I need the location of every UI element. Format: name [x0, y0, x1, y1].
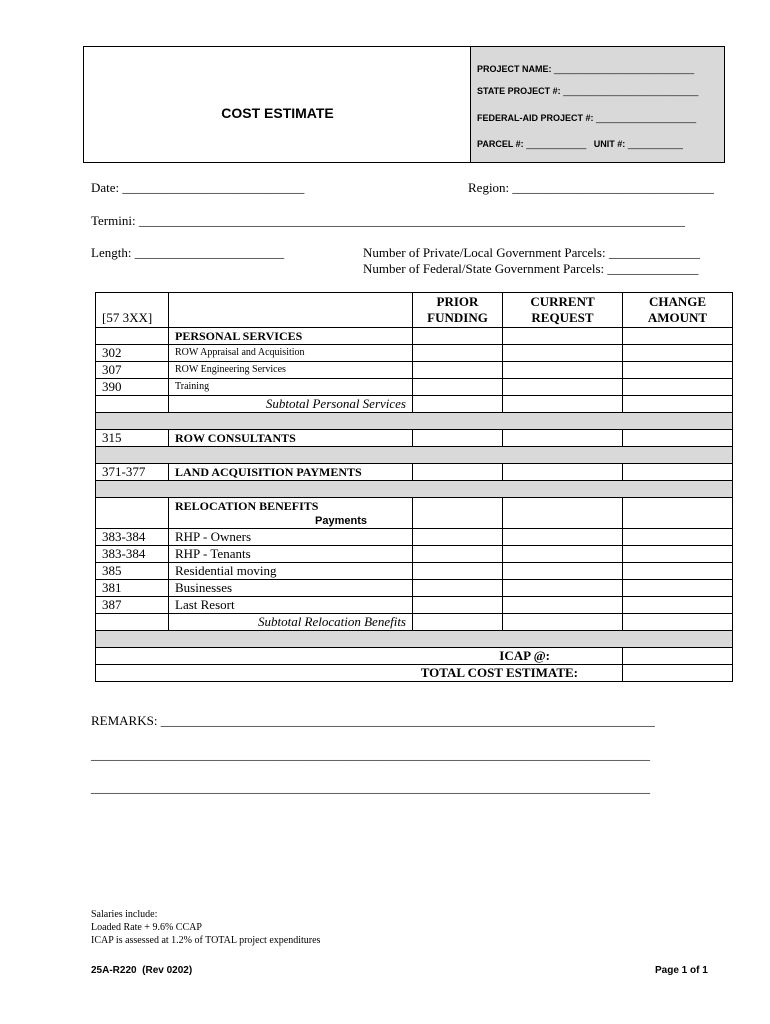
parcel-unit-field[interactable]: PARCEL #: ____________ UNIT #: ___________ — [477, 139, 683, 149]
change-amount-header: CHANGE AMOUNT — [623, 293, 733, 328]
personal-services-heading: PERSONAL SERVICES — [169, 328, 413, 345]
icap-row — [96, 648, 733, 665]
subtotal-relocation-benefits: Subtotal Relocation Benefits — [169, 614, 413, 631]
spacer-row — [96, 413, 733, 430]
row-desc: RHP - Owners — [169, 529, 413, 546]
row-desc: Businesses — [169, 580, 413, 597]
row-code: 371-377 — [96, 464, 169, 481]
table-row — [96, 597, 733, 614]
table-header-row — [96, 293, 733, 328]
table-row — [96, 464, 733, 481]
table-row — [96, 430, 733, 447]
row-code: 383-384 — [96, 529, 169, 546]
row-code: 385 — [96, 563, 169, 580]
row-desc: Last Resort — [169, 597, 413, 614]
spacer-row — [96, 631, 733, 648]
federal-aid-project-field[interactable]: FEDERAL-AID PROJECT #: ____________________ — [477, 113, 697, 123]
table-row — [96, 546, 733, 563]
page-title: COST ESTIMATE — [221, 105, 334, 121]
row-code: 307 — [96, 362, 169, 379]
table-row — [96, 529, 733, 546]
table-row — [96, 614, 733, 631]
page-number: Page 1 of 1 — [655, 965, 708, 976]
table-row — [96, 580, 733, 597]
row-code: 390 — [96, 379, 169, 396]
row-code: 302 — [96, 345, 169, 362]
row-desc: Residential moving — [169, 563, 413, 580]
table-row — [96, 379, 733, 396]
salary-note-1: Salaries include: — [91, 909, 158, 920]
icap-label: ICAP @: — [96, 648, 623, 665]
table-row — [96, 396, 733, 413]
termini-field[interactable]: Termini: ____________________________________________________________________________________ — [91, 213, 685, 228]
date-field[interactable]: Date: ____________________________ — [91, 180, 305, 195]
header-title-cell — [84, 47, 471, 162]
remarks-line-1[interactable]: ______________________________________________________________________________________ — [91, 747, 650, 762]
project-fields-panel — [471, 47, 724, 162]
project-name-field[interactable]: PROJECT NAME: ____________________________ — [477, 64, 695, 74]
table-row — [96, 563, 733, 580]
region-field[interactable]: Region: _______________________________ — [468, 180, 714, 195]
private-parcels-field[interactable]: Number of Private/Local Government Parcels: ______________ — [363, 245, 700, 260]
table-row — [96, 362, 733, 379]
row-consultants-heading: ROW CONSULTANTS — [169, 430, 413, 447]
prior-funding-header: PRIOR FUNDING — [413, 293, 503, 328]
table-row — [96, 328, 733, 345]
code-header: [57 3XX] — [96, 293, 169, 328]
row-desc: RHP - Tenants — [169, 546, 413, 563]
table-row — [96, 498, 733, 529]
remarks-line-2[interactable]: ______________________________________________________________________________________ — [91, 780, 650, 795]
header-box — [83, 46, 725, 163]
subtotal-personal-services: Subtotal Personal Services — [169, 396, 413, 413]
row-code: 381 — [96, 580, 169, 597]
length-field[interactable]: Length: _______________________ — [91, 245, 285, 260]
spacer-row — [96, 447, 733, 464]
row-code: 315 — [96, 430, 169, 447]
row-desc: ROW Engineering Services — [169, 362, 413, 379]
row-code: 383-384 — [96, 546, 169, 563]
row-desc: ROW Appraisal and Acquisition — [169, 345, 413, 362]
salary-note-3: ICAP is assessed at 1.2% of TOTAL project expenditures — [91, 935, 321, 946]
salary-note-2: Loaded Rate + 9.6% CCAP — [91, 922, 202, 933]
spacer-row — [96, 481, 733, 498]
total-row — [96, 665, 733, 682]
row-code: 387 — [96, 597, 169, 614]
remarks-field[interactable]: REMARKS: ____________________________________________________________________________ — [91, 713, 655, 728]
cost-table — [95, 292, 733, 682]
table-row — [96, 345, 733, 362]
land-acquisition-heading: LAND ACQUISITION PAYMENTS — [169, 464, 413, 481]
state-project-field[interactable]: STATE PROJECT #: ___________________________ — [477, 86, 699, 96]
relocation-benefits-heading: RELOCATION BENEFITS Payments — [169, 498, 413, 529]
form-number: 25A-R220 (Rev 0202) — [91, 965, 193, 976]
federal-parcels-field[interactable]: Number of Federal/State Government Parcels: ______________ — [363, 261, 699, 276]
total-cost-estimate-label: TOTAL COST ESTIMATE: — [96, 665, 623, 682]
row-desc: Training — [169, 379, 413, 396]
current-request-header: CURRENT REQUEST — [503, 293, 623, 328]
